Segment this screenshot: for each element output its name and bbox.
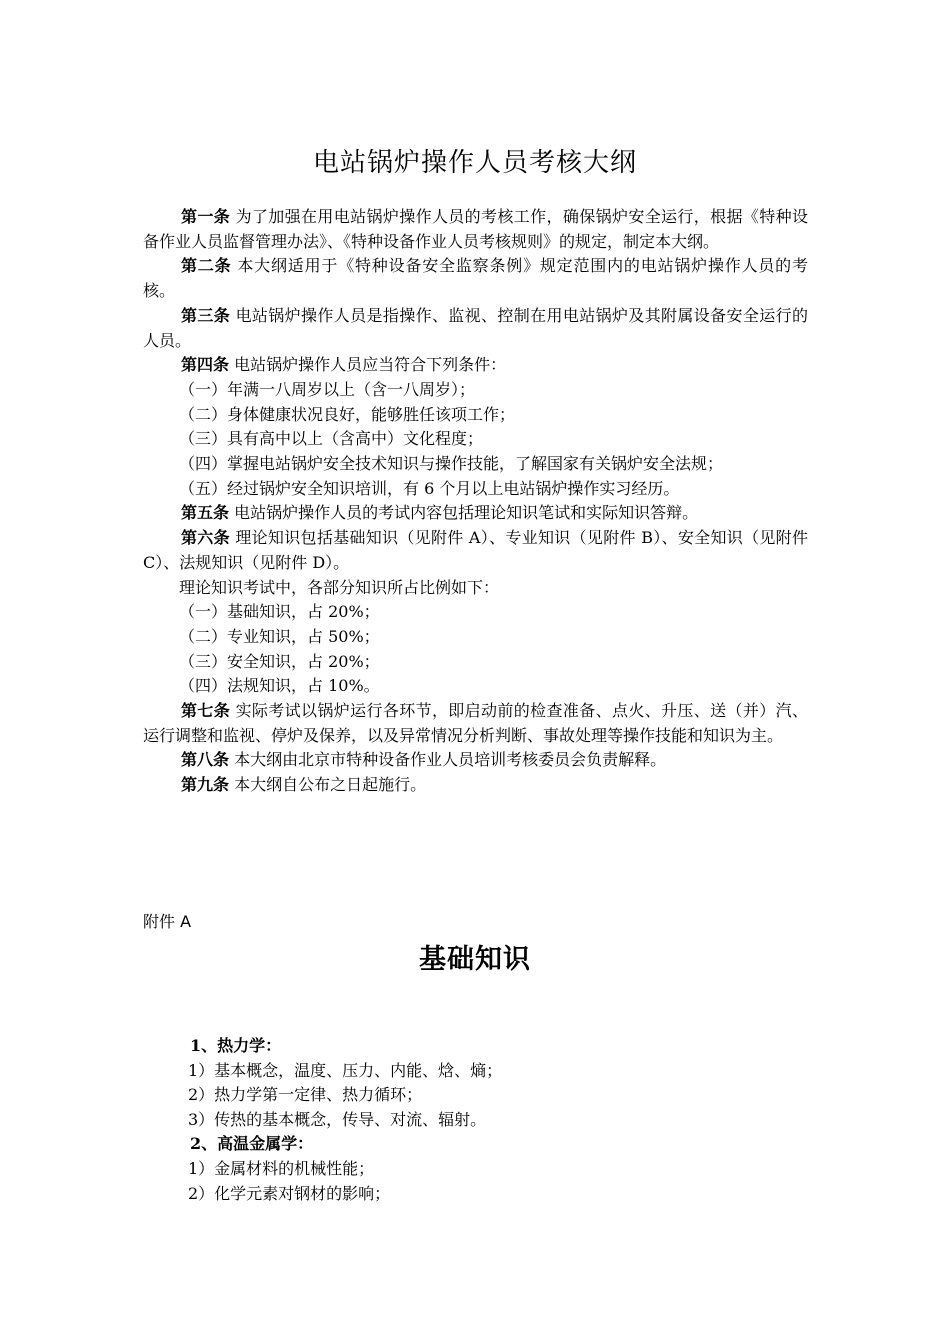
- article-label: 第六条: [181, 528, 230, 548]
- section-heading: 2、高温金属学：: [190, 1134, 314, 1154]
- list-item: 1）金属材料的机械性能；: [188, 1158, 375, 1178]
- article-text: 为了加强在用电站锅炉操作人员的考核工作，确保锅炉安全运行，根据《特种设备作业人员监督管理办法》、《特种设备作业人员考核规则》的规定，制定本大纲。: [143, 207, 808, 251]
- condition-item: （一）年满一八周岁以上（含一八周岁）；: [179, 379, 476, 399]
- article-text: 理论知识包括基础知识（见附件 A）、专业知识（见附件 B）、安全知识（见附件 C）、法规知识（见附件 D）。: [143, 528, 808, 572]
- section-heading: 1、热力学：: [190, 1036, 282, 1055]
- article-label: 第五条: [181, 503, 230, 523]
- document-title: 电站锅炉操作人员考核大纲: [312, 148, 637, 178]
- article-8: [143, 748, 808, 773]
- article-6: [143, 526, 808, 575]
- ratio-intro: 理论知识考试中，各部分知识所占比例如下：: [179, 577, 500, 597]
- list-item: 3）传热的基本概念，传导、对流、辐射。: [188, 1109, 487, 1129]
- article-2: [143, 254, 808, 303]
- article-5: [143, 501, 808, 526]
- condition-item: （三）具有高中以上（含高中）文化程度；: [179, 429, 484, 449]
- list-item: 1）基本概念，温度、压力、内能、焓、熵；: [188, 1060, 503, 1080]
- condition-item: （二）身体健康状况良好，能够胜任该项工作；: [179, 404, 516, 424]
- article-4: [143, 353, 808, 378]
- article-7: [143, 699, 808, 748]
- article-text: 本大纲由北京市特种设备作业人员培训考核委员会负责解释。: [234, 750, 667, 770]
- list-item: 2）热力学第一定律、热力循环；: [188, 1085, 423, 1105]
- ratio-item: （一）基础知识，占 20%；: [179, 602, 380, 622]
- list-item: 2）化学元素对钢材的影响；: [188, 1183, 391, 1203]
- ratio-item: （二）专业知识，占 50%；: [179, 626, 380, 646]
- article-label: 第二条: [181, 256, 232, 276]
- ratio-item: （四）法规知识，占 10%。: [179, 676, 380, 696]
- ratio-item: （三）安全知识，占 20%；: [179, 651, 380, 671]
- article-label: 第八条: [181, 750, 230, 770]
- article-label: 第七条: [181, 701, 231, 721]
- article-text: 电站锅炉操作人员的考试内容包括理论知识笔试和实际知识答辩。: [234, 503, 699, 523]
- article-text: 实际考试以锅炉运行各环节，即启动前的检查准备、点火、升压、送（并）汽、运行调整和监视、停炉及保养，以及异常情况分析判断、事故处理等操作技能和知识为主。: [143, 701, 808, 745]
- article-label: 第三条: [181, 305, 231, 325]
- annex-title: 基础知识: [419, 944, 531, 975]
- article-label: 第四条: [181, 355, 230, 375]
- annex-label: 附件 A: [143, 912, 192, 931]
- article-text: 电站锅炉操作人员是指操作、监视、控制在用电站锅炉及其附属设备安全运行的人员。: [143, 305, 808, 350]
- annex-content: [188, 1034, 808, 1206]
- article-text: 电站锅炉操作人员应当符合下列条件：: [234, 355, 507, 375]
- article-3: [143, 304, 808, 353]
- condition-item: （四）掌握电站锅炉安全技术知识与操作技能，了解国家有关锅炉安全法规；: [179, 454, 724, 474]
- article-9: [143, 773, 808, 798]
- condition-item: （五）经过锅炉安全知识培训，有 6 个月以上电站锅炉操作实习经历。: [179, 478, 680, 498]
- document-body: [143, 205, 808, 798]
- article-text: 本大纲适用于《特种设备安全监察条例》规定范围内的电站锅炉操作人员的考核。: [143, 256, 808, 301]
- article-label: 第九条: [181, 775, 230, 795]
- article-1: [143, 205, 808, 254]
- article-label: 第一条: [181, 207, 231, 226]
- article-text: 本大纲自公布之日起施行。: [234, 775, 427, 795]
